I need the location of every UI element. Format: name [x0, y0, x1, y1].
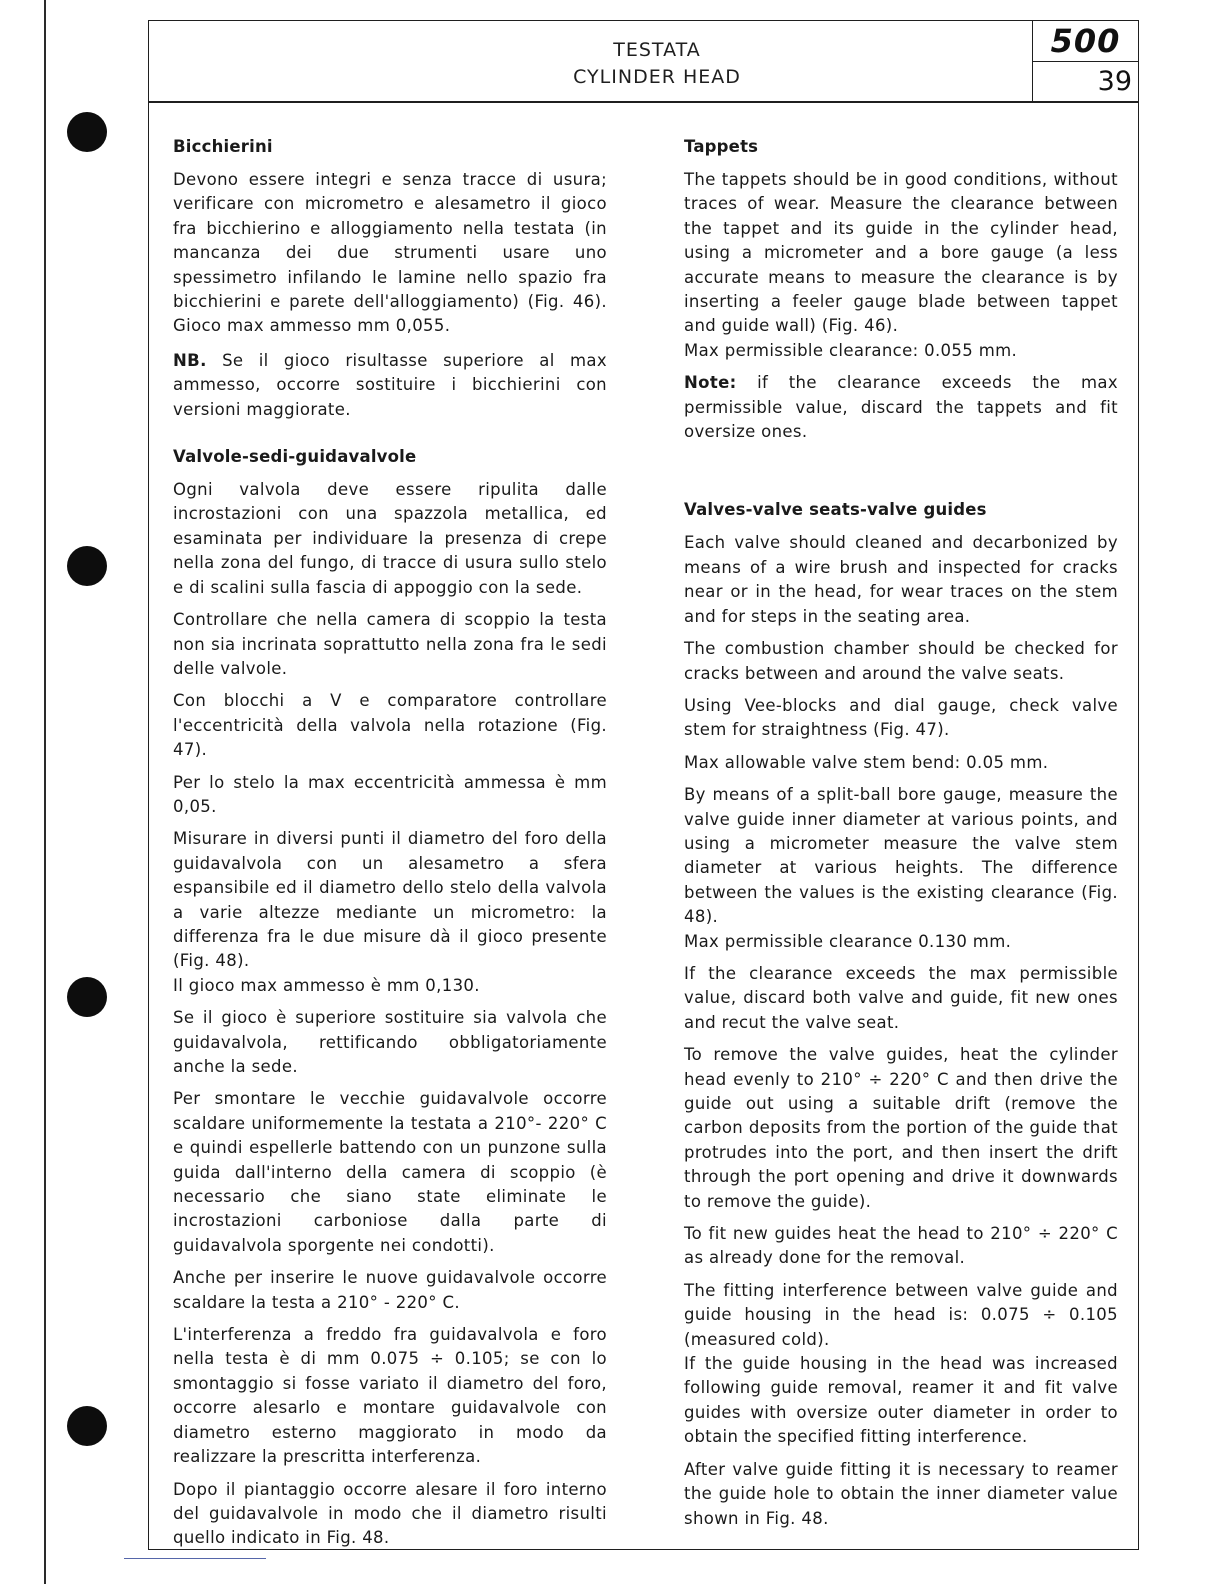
brand-box: [1032, 21, 1138, 103]
paragraph: Devono essere integri e senza tracce di usura; verificare con micrometro e alesametro il gioco fra bicchierino e alloggiamento nella testata (in mancanza dei due strumenti usare uno spessimetro infilando le lamine nello spazio fra bicchierini e parete dell'alloggiamento) (Fig. 46). Gioco max ammesso mm 0,055.: [173, 170, 607, 336]
paragraph: Se il gioco è superiore sostituire sia valvola che guidavalvola, rettificando obbligatoriamente anche la sede.: [173, 1008, 607, 1076]
english-column: [684, 134, 1118, 1539]
paragraph: Con blocchi a V e comparatore controllare l'eccentricità della valvola nella rotazione (Fig. 47).: [173, 691, 607, 760]
brand-logo: 500: [1033, 21, 1138, 62]
note-paragraph: [173, 349, 607, 422]
paragraph: Anche per inserire le nuove guidavalvole occorre scaldare la testa a 210° - 220° C.: [173, 1268, 607, 1312]
paragraph: Max permissible clearance 0.130 mm.: [684, 931, 1012, 951]
paragraph: To fit new guides heat the head to 210° ÷ 220° C as already done for the removal.: [684, 1224, 1118, 1268]
paragraph: Using Vee-blocks and dial gauge, check valve stem for straightness (Fig. 47).: [684, 695, 1118, 740]
punch-hole: [67, 112, 107, 152]
note-paragraph: [684, 371, 1118, 444]
paragraph: If the guide housing in the head was increased following guide removal, reamer it and fit valve guides with oversize outer diameter in order to obtain the specified fitting interference.: [684, 1354, 1118, 1447]
header-divider: [149, 101, 1138, 103]
note-text: if the clearance exceeds the max permissible value, discard the tappets and fit oversize ones.: [684, 373, 1118, 442]
paragraph: The fitting interference between valve guide and guide housing in the head is: 0.075 ÷ 0.105 (measured cold).: [684, 1280, 1118, 1349]
paragraph: After valve guide fitting it is necessary to reamer the guide hole to obtain the inner diameter value shown in Fig. 48.: [684, 1459, 1118, 1528]
page-title: [149, 37, 1165, 91]
punch-hole: [67, 1406, 107, 1446]
section-heading: Valves-valve seats-valve guides: [684, 500, 987, 520]
paragraph: The combustion chamber should be checked for cracks between and around the valve seats.: [684, 639, 1118, 683]
paragraph: Max permissible clearance: 0.055 mm.: [684, 340, 1018, 360]
section-heading: Valvole-sedi-guidavalvole: [173, 447, 417, 467]
paragraph: Max allowable valve stem bend: 0.05 mm.: [684, 752, 1049, 772]
punch-hole: [67, 546, 107, 586]
paragraph: Each valve should cleaned and decarbonized by means of a wire brush and inspected for cracks near or in the head, for wear traces on the stem and for steps in the seating area.: [684, 533, 1118, 626]
paragraph: L'interferenza a freddo fra guidavalvola e foro nella testa è di mm 0.075 ÷ 0.105; se con lo smontaggio si fosse variato il diametro del foro, occorre alesarlo e montare guidavalvole con diametro esterno maggiorato in modo da realizzare la prescritta interferenza.: [173, 1325, 607, 1467]
paragraph: To remove the valve guides, heat the cylinder head evenly to 210° ÷ 220° C and then drive the guide out using a suitable drift (remove the carbon deposits from the portion of the guide that protrudes into the port, and then insert the drift through the port opening and drive it downwards to remove the guide).: [684, 1045, 1118, 1211]
section-heading: Bicchierini: [173, 137, 273, 156]
paragraph: Ogni valvola deve essere ripulita dalle incrostazioni con una spazzola metallica, ed esaminata per individuare la presenza di crepe nella zona del fungo, di tracce di usura sullo stelo e di scalini sulla fascia di appoggio con la sede.: [173, 480, 607, 597]
note-label: NB.: [173, 350, 207, 370]
italian-column: [173, 134, 607, 1559]
paragraph: Dopo il piantaggio occorre alesare il foro interno del guidavalvole in modo che il diametro risulti quello indicato in Fig. 48.: [173, 1479, 607, 1548]
paragraph: Per smontare le vecchie guidavalvole occorre scaldare uniformemente la testata a 210°- 220° C e quindi espellerle battendo con un punzone sulla guida dall'interno della camera di scoppio (è necessario che siano state eliminate le incrostazioni carboniose dalla parte di guidavalvola sporgente nei condotti).: [173, 1089, 607, 1255]
binder-margin-line: [44, 0, 46, 1584]
punch-hole: [67, 977, 107, 1017]
paragraph: Per lo stelo la max eccentricità ammessa è mm 0,05.: [173, 772, 607, 816]
paragraph: Il gioco max ammesso è mm 0,130.: [173, 975, 480, 995]
paragraph: Misurare in diversi punti il diametro del foro della guidavalvola con un alesametro a sfera espansibile ed il diametro dello stelo della valvola a varie altezze mediante un micrometro: la differenza fra le due misure dà il gioco presente (Fig. 48).: [173, 829, 607, 971]
page-number: 39: [1097, 66, 1132, 97]
paragraph: By means of a split-ball bore gauge, measure the valve guide inner diameter at various points, and using a micrometer measure the valve stem diameter at various heights. The difference between the values is the existing clearance (Fig. 48).: [684, 785, 1118, 927]
paragraph: The tappets should be in good conditions, without traces of wear. Measure the clearance between the tappet and its guide in the cylinder head, using a micrometer and a bore gauge (a less accurate means to measure the clearance is by inserting a feeler gauge blade between tappet and guide wall) (Fig. 46).: [684, 170, 1118, 336]
paragraph: Controllare che nella camera di scoppio la testa non sia incrinata soprattutto nella zona fra le sedi delle valvole.: [173, 610, 607, 678]
note-text: Se il gioco risultasse superiore al max ammesso, occorre sostituire i bicchierini con versioni maggiorate.: [173, 350, 607, 419]
section-heading: Tappets: [684, 137, 759, 156]
title-english: CYLINDER HEAD: [573, 66, 741, 88]
title-italian: TESTATA: [613, 39, 701, 61]
paragraph: If the clearance exceeds the max permissible value, discard both valve and guide, fit new ones and recut the valve seat.: [684, 963, 1118, 1032]
note-label: Note:: [684, 373, 737, 393]
